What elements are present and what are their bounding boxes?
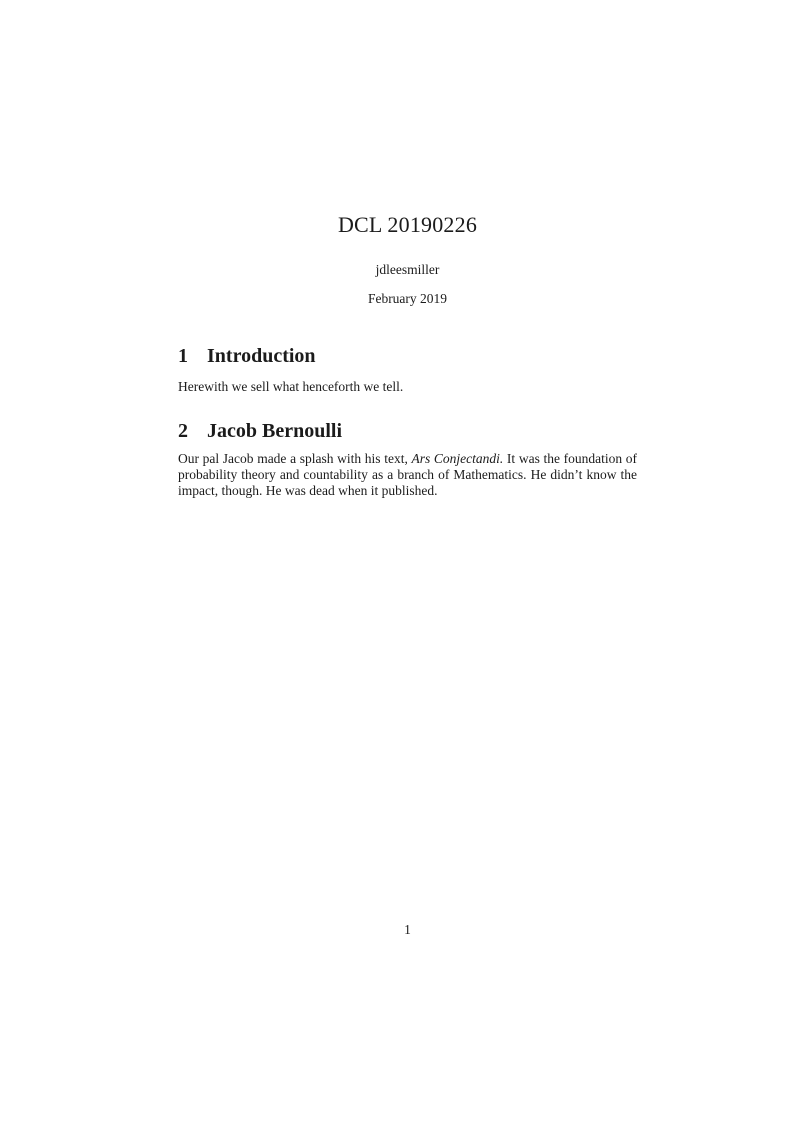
- document-author: jdleesmiller: [375, 262, 440, 277]
- section-2-heading: [178, 419, 637, 443]
- document-date: February 2019: [367, 291, 448, 306]
- section-1-body: Herewith we sell what henceforth we tell.: [178, 379, 404, 394]
- section-1-number: 1: [178, 345, 188, 367]
- section-2-body: [178, 451, 637, 499]
- document-content: [178, 0, 637, 499]
- section-2-body-italic-phrase: Ars Conjectandi.: [411, 451, 504, 466]
- section-2-title: Jacob Bernoulli: [207, 420, 343, 442]
- section-1-heading: [178, 344, 637, 368]
- section-2-number: 2: [178, 420, 188, 442]
- page-number: 1: [404, 922, 411, 937]
- section-2-body-post-italic: It was the foundation of probability theory and countability as a branch of Mathematics. He didn’t know the impact, though. He was dead when it published.: [178, 451, 638, 498]
- section-2-body-pre-italic: Our pal Jacob made a splash with his text,: [178, 451, 412, 466]
- document-title: DCL 20190226: [337, 212, 478, 237]
- section-1-title: Introduction: [207, 345, 316, 367]
